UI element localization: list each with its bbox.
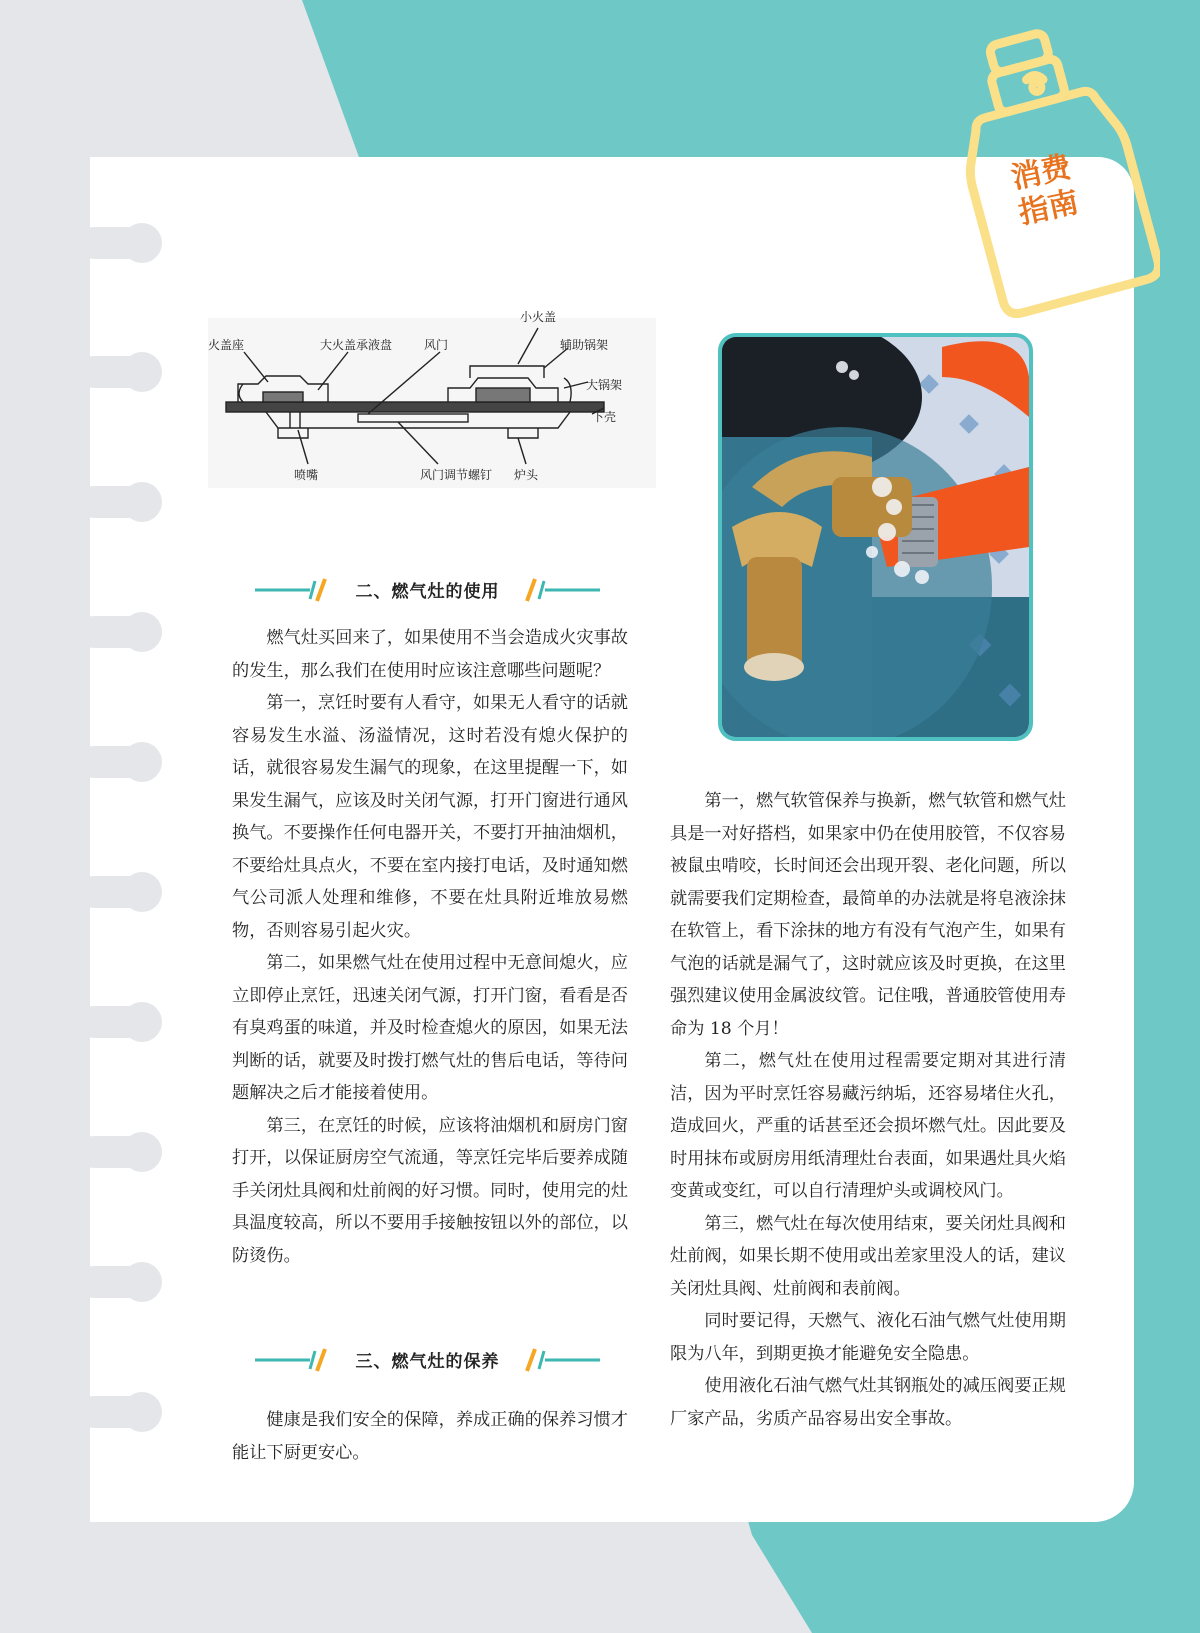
badge-line-2: 指南 (1015, 184, 1082, 232)
label-xiaohuogai: 小火盖 (520, 310, 557, 324)
section2-title: 二、燃气灶的使用 (355, 582, 500, 602)
paragraph: 第二，如果燃气灶在使用过程中无意间熄火，应立即停止烹饪，迅速关闭气源，打开门窗，看看是否有臭鸡蛋的味道，并及时检查熄火的原因，如果无法判断的话，就要及时拨打燃气灶的售后电话，等待问题解决之后才能接着使用。 (232, 953, 628, 1103)
label-fuzhuguojia: 辅助锅架 (560, 338, 609, 352)
label-huogaizuo: 火盖座 (208, 338, 245, 352)
paragraph: 第一，烹饪时要有人看守，如果无人看守的话就容易发生水溢、汤溢情况，这时若没有熄火保护的话，就很容易发生漏气的现象，在这里提醒一下，如果发生漏气，应该及时关闭气源，打开门窗进行通风换气。不要操作任何电器开关，不要打开抽油烟机，不要给灶具点火，不要在室内接打电话，及时通知燃气公司派人处理和维修，不要在灶具附近堆放易燃物，否则容易引起火灾。 (232, 693, 628, 941)
section3-heading (255, 1345, 600, 1375)
paragraph: 第一，燃气软管保养与换新，燃气软管和燃气灶具是一对好搭档，如果家中仍在使用胶管，不仅容易被鼠虫啃咬，长时间还会出现开裂、老化问题，所以就需要我们定期检查，最简单的办法就是将皂液涂抹在软管上，看下涂抹的地方有没有气泡产生，如果有气泡的话就是漏气了，这时就应该及时更换，在这里强烈建议使用金属波纹管。记住哦，普通胶管使用寿命为 18 个月！ (670, 791, 1066, 1039)
paragraph: 第二，燃气灶在使用过程需要定期对其进行清洁，因为平时烹饪容易藏污纳垢，还容易堵住火孔，造成回火，严重的话甚至还会损坏燃气灶。因此要及时用抹布或厨房用纸清理灶台表面，如果遇灶具火焰变黄或变红，可以自行清理炉头或调校风门。 (670, 1051, 1066, 1201)
section3-body (232, 1404, 628, 1469)
label-daguojia: 大锅架 (586, 378, 623, 392)
badge-line-1: 消费 (1008, 149, 1075, 197)
paragraph: 第三，在烹饪的时候，应该将油烟机和厨房门窗打开，以保证厨房空气流通，等烹饪完毕后要养成随手关闭灶具阀和灶前阀的好习惯。同时，使用完的灶具温度较高，所以不要用手接触按钮以外的部位，以防烫伤。 (232, 1115, 628, 1266)
right-column-body (670, 785, 1066, 1435)
section2-body (232, 622, 628, 1272)
label-fengmen: 风门 (424, 338, 449, 352)
section3-title: 三、燃气灶的保养 (355, 1352, 500, 1372)
section2-heading (255, 575, 600, 605)
label-penzui: 喷嘴 (294, 468, 319, 482)
paragraph: 健康是我们安全的保障，养成正确的保养习惯才能让下厨更安心。 (232, 1410, 628, 1463)
label-dahuogai: 大火盖承液盘 (320, 338, 393, 352)
label-xiake: 下壳 (592, 410, 617, 424)
paragraph: 第三，燃气灶在每次使用结束，要关闭灶具阀和灶前阀，如果长期不使用或出差家里没人的话，建议关闭灶具阀、灶前阀和表前阀。 (670, 1213, 1066, 1299)
label-lutou: 炉头 (514, 468, 539, 482)
paragraph: 燃气灶买回来了，如果使用不当会造成火灾事故的发生，那么我们在使用时应该注意哪些问题呢？ (232, 628, 628, 681)
hose-leak-test-photo (718, 333, 1033, 741)
photo-illustration (722, 337, 1029, 737)
label-fengmen-screw: 风门调节螺钉 (420, 468, 493, 482)
stove-diagram (208, 310, 656, 488)
paragraph: 使用液化石油气燃气灶其钢瓶处的减压阀要正规厂家产品，劣质产品容易出安全事故。 (670, 1376, 1066, 1429)
paragraph: 同时要记得，天燃气、液化石油气燃气灶使用期限为八年，到期更换才能避免安全隐患。 (670, 1311, 1066, 1364)
